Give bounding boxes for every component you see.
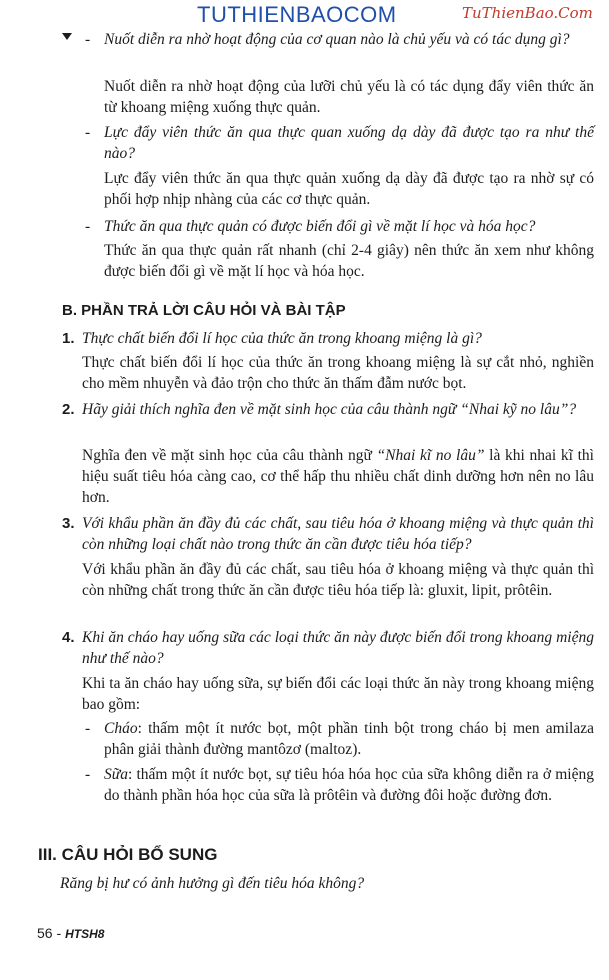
page-number: 56 - xyxy=(37,925,62,941)
answer-swallow: Nuốt diễn ra nhờ hoạt động của lưỡi chủ yếu là có tác dụng đẩy viên thức ăn từ khoang miệng xuống thực quản. xyxy=(104,78,594,116)
answer-esophagus-force: Lực đẩy viên thức ăn qua thực quản xuống dạ dày đã được tạo ra nhờ sự có phối hợp nhịp nhàng của các cơ thực quản. xyxy=(104,170,594,208)
section-3-title: III. CÂU HỎI BỔ SUNG xyxy=(38,845,218,864)
supplementary-question: Răng bị hư có ảnh hưởng gì đến tiêu hóa không? xyxy=(60,875,365,892)
question-esophagus-force: - Lực đẩy viên thức ăn qua thực quan xuống dạ dày đã được tạo ra như thế nào? xyxy=(85,124,594,162)
answer-2: Nghĩa đen về mặt sinh học của câu thành ngữ “Nhai kĩ no lâu” là khi nhai kĩ thì hiệu suất tiêu hóa càng cao, cơ thể hấp thu nhiều chất dinh dưỡng hơn nên no lâu hơn. xyxy=(82,447,594,506)
scroll-arrow-icon xyxy=(62,33,72,40)
question-esophagus-change: - Thức ăn qua thực quản có được biến đổi gì về mặt lí học và hóa học? xyxy=(85,218,536,235)
question-swallow: - Nuốt diễn ra nhờ hoạt động của cơ quan nào là chủ yếu và có tác dụng gì? xyxy=(85,31,570,48)
watermark-left: TUTHIENBAOCOM xyxy=(197,2,397,27)
section-b-title: B. PHẦN TRẢ LỜI CÂU HỎI VÀ BÀI TẬP xyxy=(62,302,346,319)
answer-4-porridge: - Cháo: thấm một ít nước bọt, một phần tinh bột trong cháo bị men amilaza phân giải thành đường mantôzơ (maltoz). xyxy=(85,720,594,758)
answer-4: Khi ta ăn cháo hay uống sữa, sự biến đổi các loại thức ăn này trong khoang miệng bao gồm: xyxy=(82,675,594,713)
answer-esophagus-change: Thức ăn qua thực quản rất nhanh (chỉ 2-4 giây) nên thức ăn xem như không được biến đổi gì về mặt lí học và hóa học. xyxy=(104,242,594,280)
book-code: HTSH8 xyxy=(65,927,105,941)
question-2: 2. Hãy giải thích nghĩa đen về mặt sinh học của câu thành ngữ “Nhai kỹ no lâu”? xyxy=(62,401,577,418)
answer-3: Với khẩu phần ăn đầy đủ các chất, sau tiêu hóa ở khoang miệng và thực quản thì còn những chất trong thức ăn cần được tiêu hóa tiếp là: gluxit, lipit, prôtêin. xyxy=(82,561,594,599)
question-3: 3. Với khẩu phần ăn đầy đủ các chất, sau tiêu hóa ở khoang miệng và thực quản thì còn những loại chất nào trong thức ăn cần được tiêu hóa tiếp? xyxy=(62,515,594,553)
question-1: 1. Thực chất biến đổi lí học của thức ăn trong khoang miệng là gì? xyxy=(62,330,482,347)
answer-1: Thực chất biến đổi lí học của thức ăn trong khoang miệng là sự cắt nhỏ, nghiền cho mềm nhuyễn và đảo trộn cho thức ăn thấm đẫm nước bọt. xyxy=(82,354,594,392)
page-footer xyxy=(37,925,104,941)
watermark-right: TuThienBao.Com xyxy=(462,4,593,22)
question-4: 4. Khi ăn cháo hay uống sữa các loại thức ăn này được biến đổi trong khoang miệng như thế nào? xyxy=(62,629,594,667)
answer-4-milk: - Sữa: thấm một ít nước bọt, sự tiêu hóa hóa học của sữa không diễn ra ở miệng do thành phần hóa học của sữa là prôtêin và đường đôi hoặc đường đơn. xyxy=(85,766,594,804)
